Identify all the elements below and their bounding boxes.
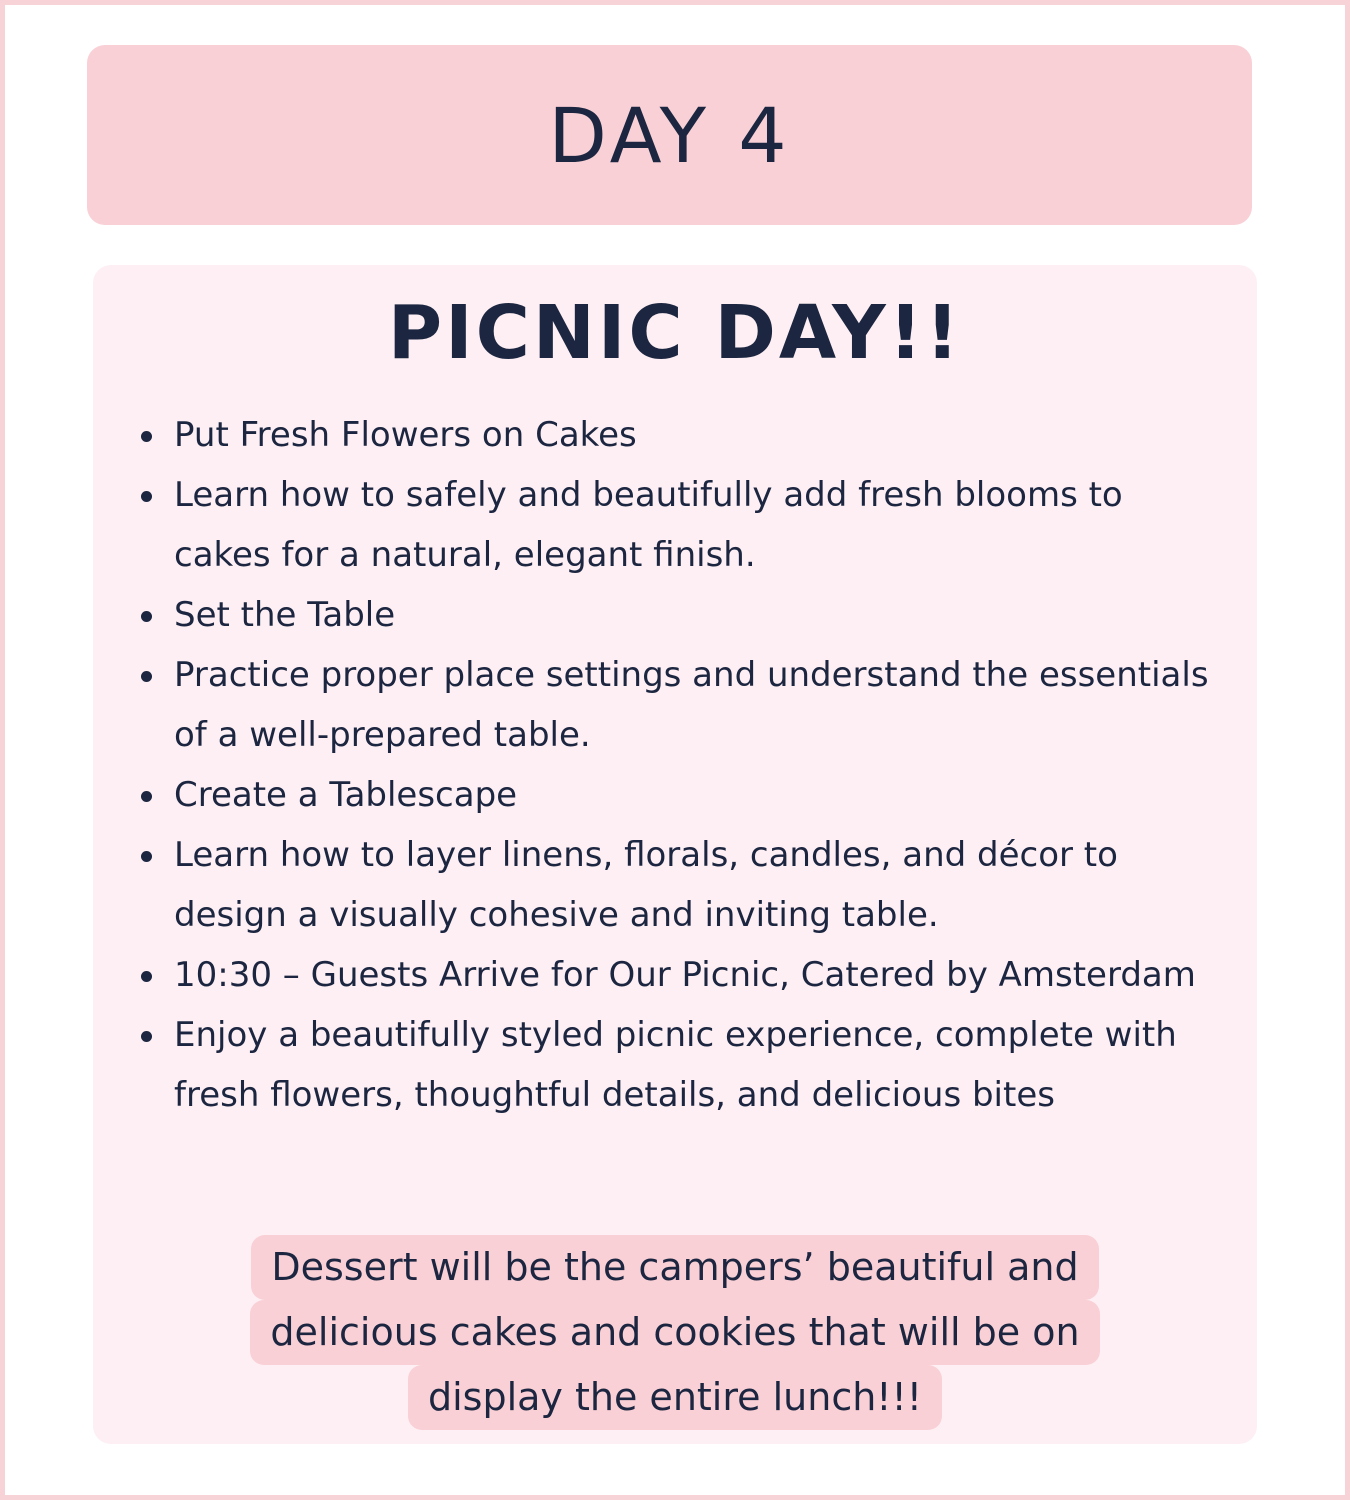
day-header bbox=[87, 45, 1252, 225]
agenda-list bbox=[138, 405, 1218, 1125]
bullet-icon bbox=[141, 431, 152, 442]
note-line: Dessert will be the campers’ beautiful and bbox=[251, 1235, 1098, 1300]
bullet-icon bbox=[141, 851, 152, 862]
list-item-text: Learn how to layer linens, florals, candles, and décor to design a visually cohesive and inviting table. bbox=[174, 835, 1118, 935]
list-item bbox=[138, 765, 1218, 825]
list-item-text: Practice proper place settings and understand the essentials of a well-prepared table. bbox=[174, 655, 1209, 755]
dessert-note bbox=[0, 1235, 1350, 1430]
bullet-icon bbox=[141, 971, 152, 982]
day-title: DAY 4 bbox=[548, 90, 791, 180]
bullet-icon bbox=[141, 611, 152, 622]
list-item-text: Create a Tablescape bbox=[174, 775, 518, 815]
list-item bbox=[138, 585, 1218, 645]
bullet-icon bbox=[141, 1031, 152, 1042]
list-item-text: Learn how to safely and beautifully add fresh blooms to cakes for a natural, elegant finish. bbox=[174, 475, 1123, 575]
list-item-text: Enjoy a beautifully styled picnic experience, complete with fresh flowers, thoughtful details, and delicious bites bbox=[174, 1015, 1177, 1115]
list-item bbox=[138, 945, 1218, 1005]
list-item bbox=[138, 825, 1218, 945]
bullet-icon bbox=[141, 671, 152, 682]
list-item bbox=[138, 465, 1218, 585]
list-item bbox=[138, 1005, 1218, 1125]
list-item-text: Set the Table bbox=[174, 595, 396, 635]
list-item-text: 10:30 – Guests Arrive for Our Picnic, Catered by Amsterdam bbox=[174, 955, 1196, 995]
card-title: PICNIC DAY!! bbox=[387, 290, 963, 376]
list-item-text: Put Fresh Flowers on Cakes bbox=[174, 415, 637, 455]
list-item bbox=[138, 405, 1218, 465]
bullet-icon bbox=[141, 491, 152, 502]
note-line: delicious cakes and cookies that will be on bbox=[250, 1300, 1099, 1365]
bullet-icon bbox=[141, 791, 152, 802]
list-item bbox=[138, 645, 1218, 765]
note-line: display the entire lunch!!! bbox=[408, 1365, 942, 1430]
